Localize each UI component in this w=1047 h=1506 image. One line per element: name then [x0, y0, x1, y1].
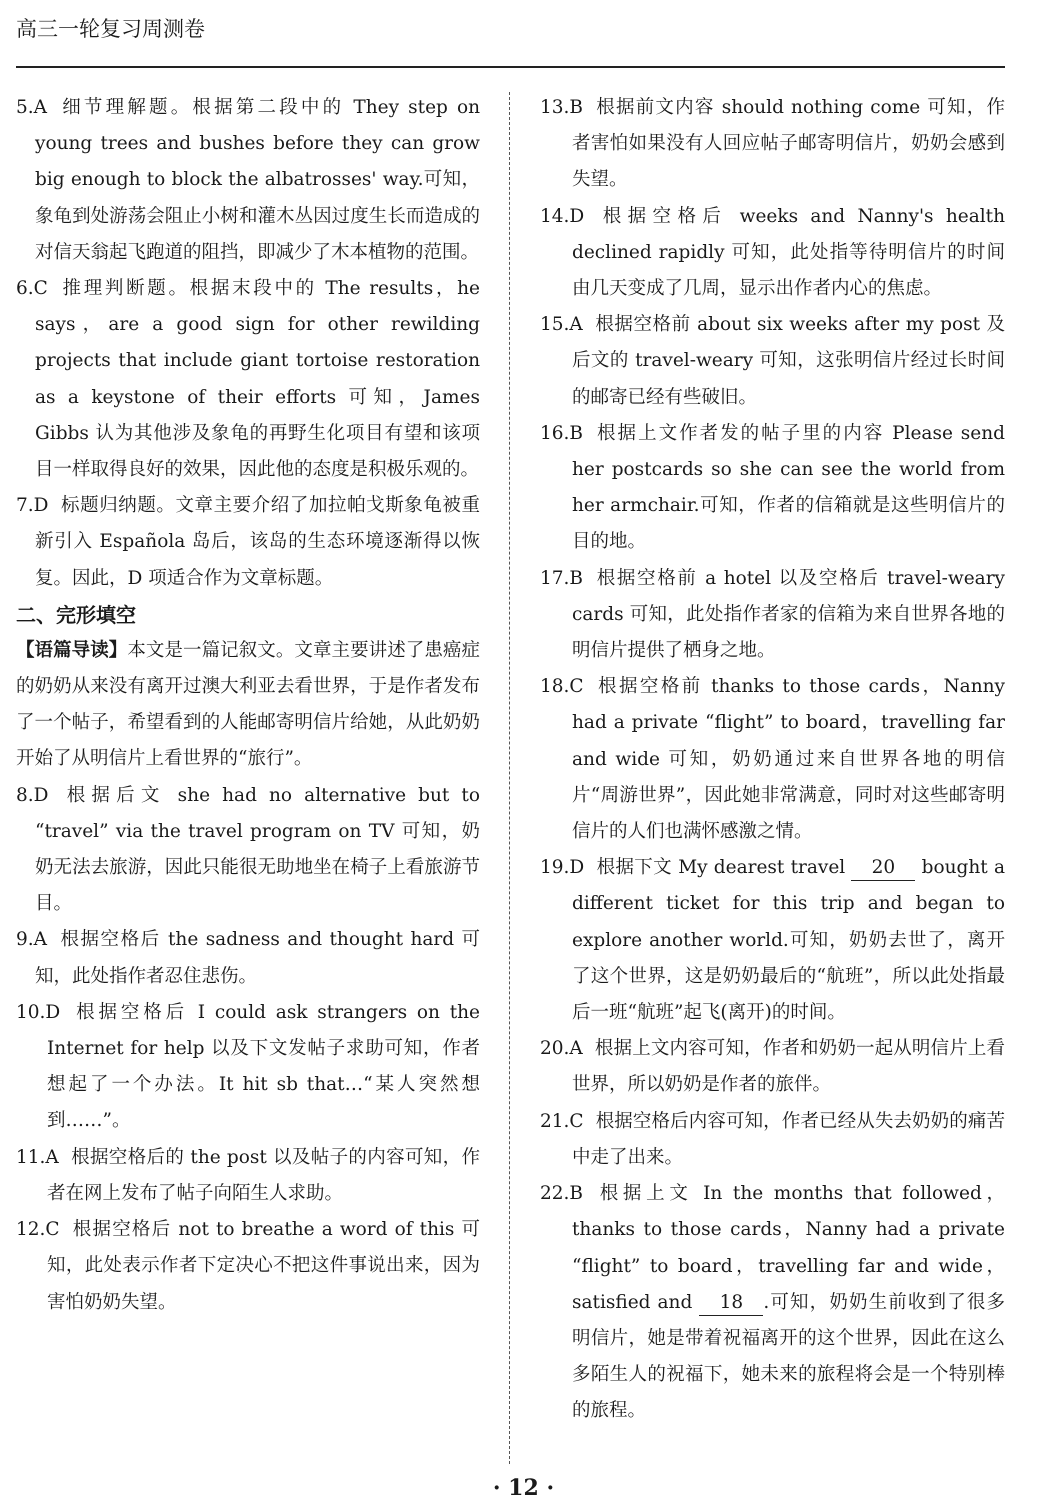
- answer-item-10: 10.D 根据空格后 I could ask strangers on the Internet for help 以及下文发帖子求助可知，作者想起了一个办法。It hit sb that…“某人突然想到……”。: [16, 1001, 480, 1132]
- answer-item-17: 17.B 根据空格前 a hotel 以及空格后 travel-weary cards 可知，此处指作者家的信箱为来自世界各地的明信片提供了栖身之地。: [540, 567, 1005, 662]
- blank-18: 18: [699, 1291, 763, 1316]
- left-column: [16, 90, 480, 1321]
- right-column: [540, 90, 1005, 1430]
- answer-item-21: 21.C 根据空格后内容可知，作者已经从失去奶奶的痛苦中走了出来。: [540, 1110, 1005, 1168]
- answer-item-11: 11.A 根据空格后的 the post 以及帖子的内容可知，作者在网上发布了帖子向陌生人求助。: [16, 1146, 480, 1204]
- answer-item-16: 16.B 根据上文作者发的帖子里的内容 Please send her postcards so she can see the world from her armchair.可知，作者的信箱就是这些明信片的目的地。: [540, 422, 1005, 553]
- page-header: 高三一轮复习周测卷: [16, 17, 205, 41]
- answer-item-6: 6.C 推理判断题。根据末段中的 The results，he says，are a good sign for other rewilding projects that include giant tortoise restoration as a keystone of their efforts 可知，James Gibbs 认为其他涉及象龟的再野生化项目有望和该项目一样取得良好的效果，因此他的态度是积极乐观的。: [16, 278, 480, 481]
- section-title: 二、完形填空: [16, 602, 136, 627]
- answer-item-15: 15.A 根据空格前 about six weeks after my post 及后文的 travel-weary 可知，这张明信片经过长时间的邮寄已经有些破旧。: [540, 314, 1005, 408]
- answer-item-18: 18.C 根据空格前 thanks to those cards，Nanny had a private “flight” to board，travelling far and wide 可知，奶奶通过来自世界各地的明信片“周游世界”，因此她非常满意，同时对这些邮寄明信片的人们也满怀感激之情。: [540, 676, 1005, 843]
- blank-20: 20: [851, 856, 915, 881]
- answer-item-8: 8.D 根据后文 she had no alternative but to “travel” via the travel program on TV 可知，奶奶无法去旅游，因此只能很无助地坐在椅子上看旅游节目。: [16, 784, 480, 915]
- answer-item-20: 20.A 根据上文内容可知，作者和奶奶一起从明信片上看世界，所以奶奶是作者的旅伴。: [540, 1038, 1005, 1096]
- answer-item-19: 19.D 根据下文 My dearest travel 20 bought a different ticket for this trip and began to explore another world.可知，奶奶去世了，离开了这个世界，这是奶奶最后的“航班”，所以此处指最后一班“航班”起飞(离开)的时间。: [540, 857, 1005, 1024]
- answer-item-12: 12.C 根据空格后 not to breathe a word of this 可知，此处表示作者下定决心不把这件事说出来，因为害怕奶奶失望。: [16, 1219, 480, 1313]
- answer-item-14: 14.D 根据空格后 weeks and Nanny's health declined rapidly 可知，此处指等待明信片的时间由几天变成了几周，显示出作者内心的焦虑。: [540, 205, 1005, 300]
- reading-guide-text: 本文是一篇记叙文。文章主要讲述了患癌症的奶奶从来没有离开过澳大利亚去看世界，于是作者发布了一个帖子，希望看到的人能邮寄明信片给她，从此奶奶开始了从明信片上看世界的“旅行”。: [16, 639, 480, 770]
- answer-item-13: 13.B 根据前文内容 should nothing come 可知，作者害怕如果没有人回应帖子邮寄明信片，奶奶会感到失望。: [540, 97, 1005, 191]
- answer-item-7: 7.D 标题归纳题。文章主要介绍了加拉帕戈斯象龟被重新引入 Española 岛后，该岛的生态环境逐渐得以恢复。因此，D 项适合作为文章标题。: [16, 495, 480, 589]
- page-number: · 12 ·: [492, 1475, 555, 1501]
- answer-item-22: 22.B 根据上文 In the months that followed，thanks to those cards，Nanny had a private “flight” to board，travelling far and wide，satisfied and 18 .可知，奶奶生前收到了很多明信片，她是带着祝福离开的这个世界，因此在这么多陌生人的祝福下，她未来的旅程将会是一个特别棒的旅程。: [540, 1183, 1005, 1422]
- header-rule: [16, 66, 1005, 68]
- answer-item-9: 9.A 根据空格后 the sadness and thought hard 可知，此处指作者忍住悲伤。: [16, 929, 480, 987]
- reading-guide: [16, 633, 480, 778]
- column-divider: [509, 92, 510, 1464]
- reading-guide-label: 【语篇导读】: [16, 639, 128, 661]
- answer-item-5: 5.A 细节理解题。根据第二段中的 They step on young trees and bushes before they can grow big enough to block the albatrosses' way.可知，象龟到处游荡会阻止小树和灌木丛因过度生长而造成的对信天翁起飞跑道的阻挡，即减少了木本植物的范围。: [16, 97, 480, 263]
